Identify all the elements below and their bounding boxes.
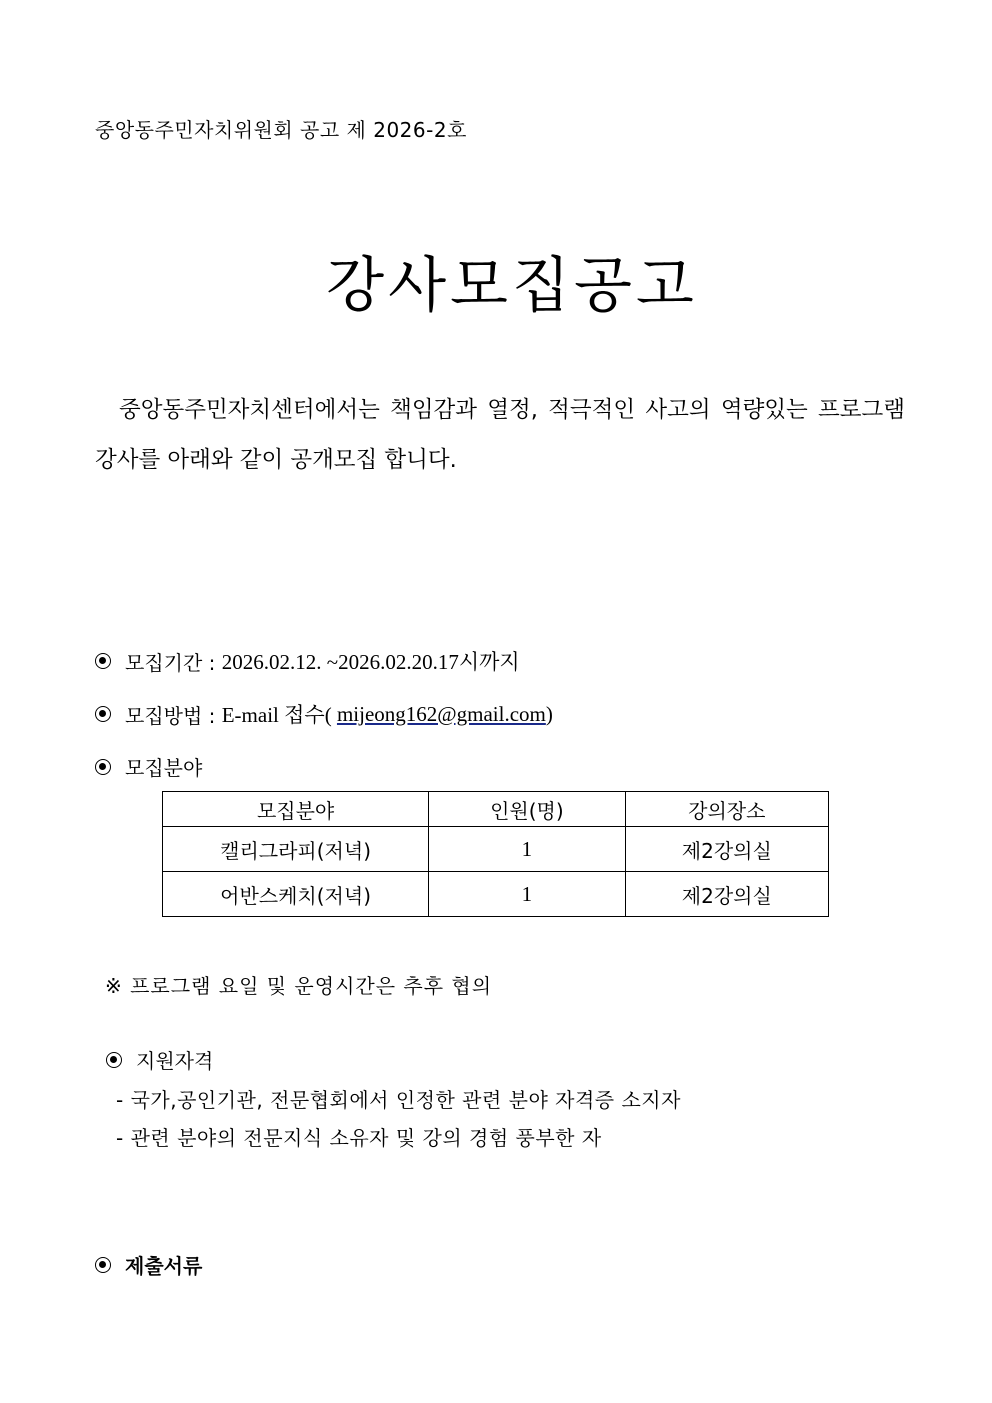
email-link[interactable]: mijeong162@gmail.com xyxy=(336,701,546,726)
qualification-item: - 국가,공인기관, 전문협회에서 인정한 관련 분야 자격증 소지자 xyxy=(116,1088,681,1112)
circled-dot-bullet-icon xyxy=(95,706,111,722)
section-documents xyxy=(95,1250,202,1279)
intro-text: 중앙동주민자치센터에서는 책임감과 열정, 적극적인 사고의 역량있는 프로그램 강사를 아래와 같이 공개모집 합니다. xyxy=(95,397,905,473)
section-period xyxy=(95,646,520,676)
fields-table xyxy=(162,791,829,917)
qualifications-label: 지원자격 xyxy=(136,1049,214,1073)
notice-number: 중앙동주민자치위원회 공고 제 2026-2호 xyxy=(95,118,467,142)
circled-dot-bullet-icon xyxy=(95,759,111,775)
table-row xyxy=(163,827,829,872)
cell-field: 어반스케치(저녁) xyxy=(163,872,429,917)
table-row xyxy=(163,872,829,917)
circled-dot-bullet-icon xyxy=(95,1257,111,1273)
section-fields xyxy=(95,752,202,781)
section-method xyxy=(95,699,553,729)
qualification-item: - 관련 분야의 전문지식 소유자 및 강의 경험 풍부한 자 xyxy=(116,1126,602,1150)
page-title: 강사모집공고 xyxy=(326,251,698,321)
section-qualifications xyxy=(106,1045,213,1074)
period-label: 모집기간 : xyxy=(125,650,222,675)
cell-count: 1 xyxy=(429,872,625,917)
circled-dot-bullet-icon xyxy=(95,653,111,669)
cell-location: 제2강의실 xyxy=(625,872,828,917)
cell-count: 1 xyxy=(429,827,625,872)
header-count: 인원(명) xyxy=(429,792,625,827)
period-value: 2026.02.12. ~2026.02.20.17시까지 xyxy=(221,650,520,674)
method-suffix: ) xyxy=(545,701,553,726)
cell-location: 제2강의실 xyxy=(625,827,828,872)
header-field: 모집분야 xyxy=(163,792,429,827)
table-header-row xyxy=(163,792,829,827)
schedule-note: ※ 프로그램 요일 및 운영시간은 추후 협의 xyxy=(105,974,493,998)
fields-label: 모집분야 xyxy=(125,756,203,780)
method-prefix: E-mail 접수( xyxy=(221,703,337,727)
intro-paragraph xyxy=(95,385,905,485)
method-label: 모집방법 : xyxy=(125,703,222,728)
documents-label: 제출서류 xyxy=(125,1254,203,1278)
header-location: 강의장소 xyxy=(625,792,828,827)
cell-field: 캘리그라피(저녁) xyxy=(163,827,429,872)
circled-dot-bullet-icon xyxy=(106,1052,122,1068)
